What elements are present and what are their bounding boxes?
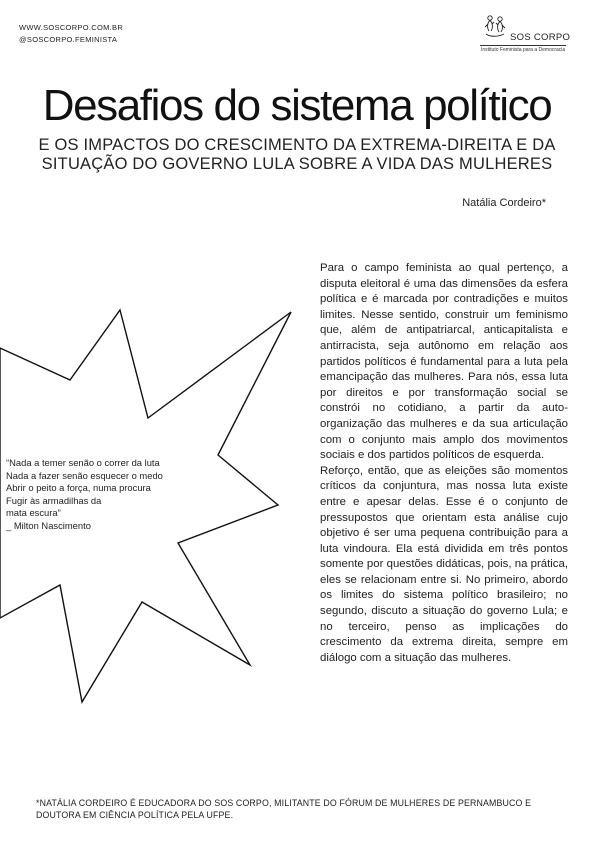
body-paragraph: Para o campo feminista ao qual pertenço, a disputa eleitoral é uma das dimensões da esfera política e é marcada por contradições e muitos limites. Nesse sentido, construir um feminismo que, além de antipatriarcal, anticapitalista e antirracista, seja autônomo em relação aos partidos políticos é fundamental para a luta pela emancipação das mulheres. Para nós, essa luta por direitos e por transformação social se constrói no cotidiano, a partir da auto-organização das mulheres e da sua articulação com o conjunto mais amplo dos movimentos sociais e dos partidos políticos de esquerda. [320, 262, 568, 462]
quote-line: Nada a fazer senão esquecer o medo [6, 469, 163, 481]
quote-line: “Nada a temer senão o correr da luta [6, 457, 160, 468]
quote-line: mata escura” [6, 507, 61, 519]
sos-corpo-logo [478, 14, 578, 54]
website-link[interactable]: WWW.SOSCORPO.COM.BR [19, 23, 124, 32]
author-name: Natália Cordeiro* [462, 197, 546, 209]
logo-divider [480, 45, 566, 46]
social-handle: @SOSCORPO.FEMINISTA [19, 35, 118, 44]
author-footnote: *NATÁLIA CORDEIRO É EDUCADORA DO SOS CORPO, MILITANTE DO FÓRUM DE MULHERES DE PERNAMBUCO E DOUTORA EM CIÊNCIA POLÍTICA PELA UFPE. [36, 798, 532, 820]
article-body [320, 261, 568, 666]
logo-name: SOS CORPO [510, 32, 571, 43]
body-paragraph: Reforço, então, que as eleições são momentos críticos da conjuntura, mas nossa luta existe entre e apesar delas. Esse é o conjunto de pressupostos que orientam esta análise cujo objetivo é ser uma pequena contribuição para a luta vindoura. Ela está dividida em três pontos somente por questões didáticas, pois, na prática, eles se relacionam entre si. No primeiro, abordo os limites do sistema político brasileiro; no segundo, discuto a situação do governo Lula; e no terceiro, penso as implicações do crescimento da extrema direita, sempre em diálogo com a situação das mulheres. [320, 464, 568, 664]
quote-line: Fugir às armadilhas da [6, 494, 102, 506]
quote-line: Abrir o peito a força, numa procura [6, 482, 151, 494]
figures-icon [484, 14, 508, 40]
page-subtitle: E OS IMPACTOS DO CRESCIMENTO DA EXTREMA-DIREITA E DA SITUAÇÃO DO GOVERNO LULA SOBRE A VIDA DAS MULHERES [38, 136, 556, 173]
quote-attribution: _ Milton Nascimento [6, 519, 91, 531]
header-contact [19, 22, 123, 46]
page-title: Desafios do sistema político [42, 81, 552, 130]
quote-block [6, 457, 206, 533]
logo-tagline: Instituto Feminista para a Democracia [481, 47, 566, 53]
